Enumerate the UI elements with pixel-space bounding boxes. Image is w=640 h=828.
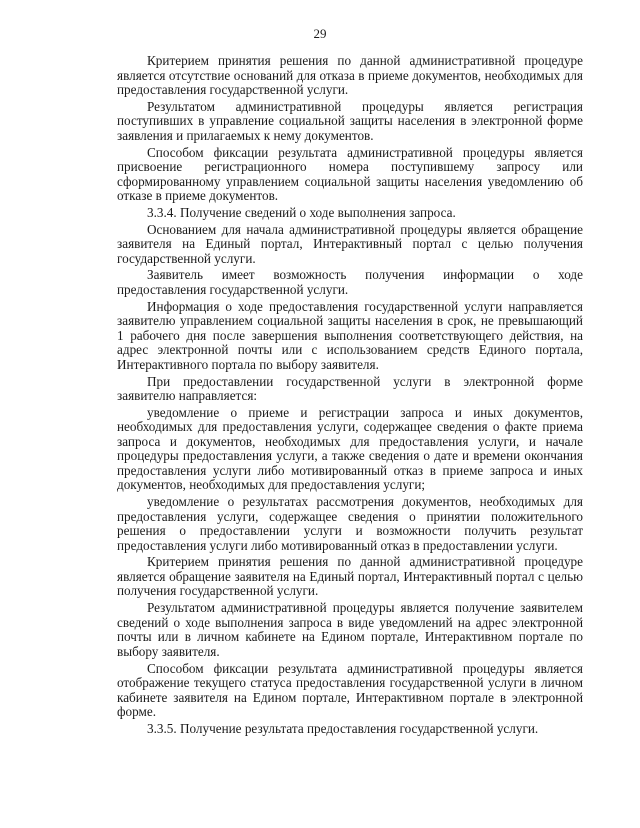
page-number: 29 bbox=[313, 26, 327, 41]
paragraph-13: Способом фиксации результата административной процедуры является отображение текущего статуса предоставления государственной услуги в личном кабинете заявителя на Едином портале, Интерактивном портале в электронной форме. bbox=[117, 660, 583, 720]
paragraph-7: Информация о ходе предоставления государственной услуги направляется заявителю управлением социальной защиты населения в срок, не превышающий 1 рабочего дня после завершения выполнения соответствующего действия, на адрес электронной почты или с использованием средств Единого портала, Интерактивного портала по выбору заявителя. bbox=[117, 298, 583, 372]
paragraph-11: Критерием принятия решения по данной административной процедуре является обращение заявителя на Единый портал, Интерактивный портал с целью получения государственной услуги. bbox=[117, 554, 583, 599]
paragraph-2: Результатом административной процедуры является регистрация поступивших в управление социальной защиты населения в электронной форме заявления и прилагаемых к нему документов. bbox=[117, 98, 583, 143]
paragraph-1: Критерием принятия решения по данной административной процедуре является отсутствие оснований для отказа в приеме документов, необходимых для предоставления государственной услуги. bbox=[117, 53, 583, 97]
list-item-notification-results: уведомление о результатах рассмотрения документов, необходимых для предоставления услуги, содержащее сведения о принятии положительного решения о предоставлении услуги и возможности получить результат предоставления услуги либо мотивированный отказ в предоставлении услуги. bbox=[117, 494, 583, 553]
paragraph-3: Способом фиксации результата административной процедуры является присвоение регистрационного номера поступившему запросу или сформированному управлением социальной защиты населения уведомлению об отказе в приеме документов. bbox=[117, 144, 583, 204]
document-body bbox=[117, 54, 583, 739]
section-heading-3-3-5: 3.3.5. Получение результата предоставления государственной услуги. bbox=[147, 720, 539, 736]
paragraph-5: Основанием для начала административной процедуры является обращение заявителя на Единый портал, Интерактивный портал с целью получения государственной услуги. bbox=[117, 221, 583, 266]
paragraph-8: При предоставлении государственной услуги в электронной форме заявителю направляется: bbox=[117, 373, 583, 404]
section-heading-3-3-4: 3.3.4. Получение сведений о ходе выполнения запроса. bbox=[147, 204, 456, 220]
paragraph-6: Заявитель имеет возможность получения информации о ходе предоставления государственной услуги. bbox=[117, 267, 583, 297]
paragraph-12: Результатом административной процедуры является получение заявителем сведений о ходе выполнения запроса в виде уведомлений на адрес электронной почты или в личном кабинете на Едином портале, Интерактивном портале по выбору заявителя. bbox=[117, 600, 583, 659]
list-item-notification-receipt: уведомление о приеме и регистрации запроса и иных документов, необходимых для предоставления услуги, содержащее сведения о факте приема запроса и документов, необходимых для предоставления услуги, и начале процедуры предоставления услуги, а также сведения о дате и времени окончания предоставления услуги либо мотивированный отказ в приеме запроса и иных документов, необходимых для предоставления услуги; bbox=[117, 404, 583, 493]
